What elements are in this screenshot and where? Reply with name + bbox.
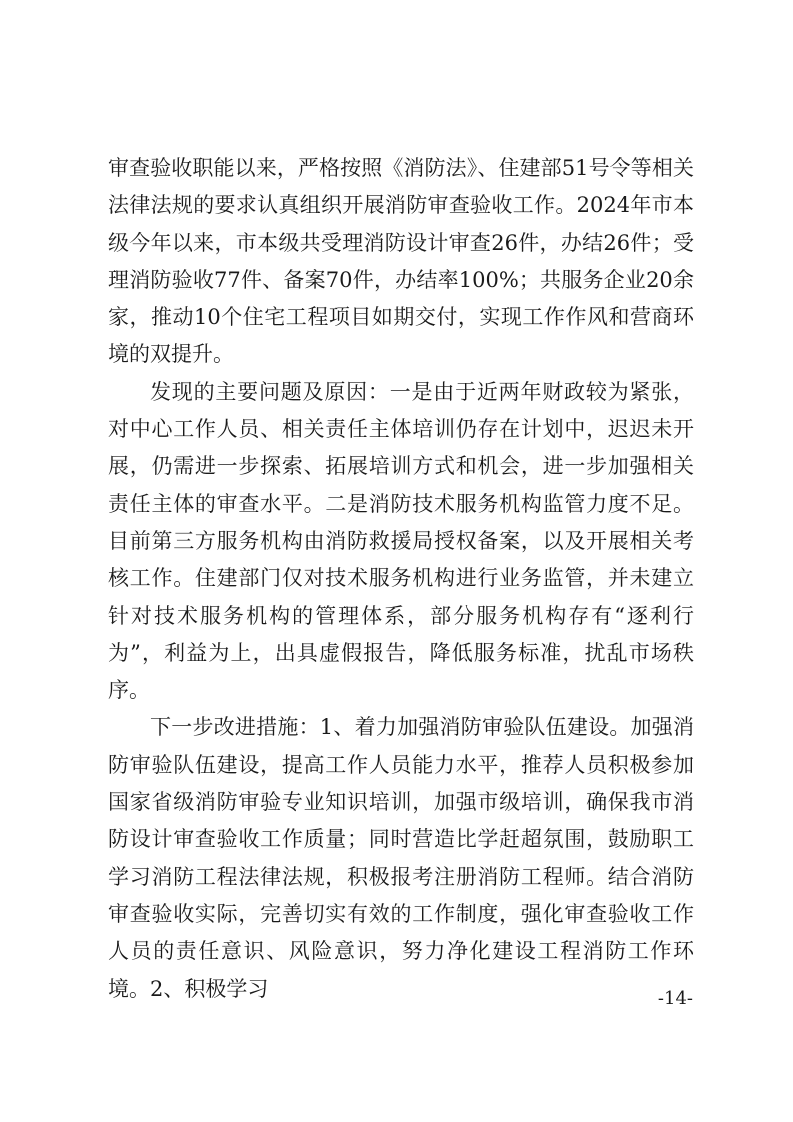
paragraph-improvement-measures: 下一步改进措施：1、着力加强消防审验队伍建设。加强消防审验队伍建设，提高工作人员能力水平，推荐人员积极参加国家省级消防审验专业知识培训，加强市级培训，确保我市消防设计审查验收工作质量；同时营造比学赶超氛围，鼓励职工学习消防工程法律法规，积极报考注册消防工程师。结合消防审查验收实际，完善切实有效的工作制度，强化审查验收工作人员的责任意识、风险意识，努力净化建设工程消防工作环境。2、积极学习 bbox=[108, 715, 694, 1001]
paragraph-work-summary: 审查验收职能以来，严格按照《消防法》、住建部51号令等相关法律法规的要求认真组织开展消防审查验收工作。2024年市本级今年以来，市本级共受理消防设计审查26件，办结26件；受理消防验收77件、备案70件，办结率100%；共服务企业20余家，推动10个住宅工程项目如期交付，实现工作作风和营商环境的双提升。 bbox=[108, 156, 694, 367]
page-number: -14- bbox=[657, 988, 693, 1009]
paragraph-problems-and-causes: 发现的主要问题及原因：一是由于近两年财政较为紧张，对中心工作人员、相关责任主体培训仍存在计划中，迟迟未开展，仍需进一步探索、拓展培训方式和机会，进一步加强相关责任主体的审查水平。二是消防技术服务机构监管力度不足。目前第三方服务机构由消防救援局授权备案，以及开展相关考核工作。住建部门仅对技术服务机构进行业务监管，并未建立针对技术服务机构的管理体系，部分服务机构存有“逐利行为”，利益为上，出具虚假报告，降低服务标准，扰乱市场秩序。 bbox=[108, 379, 694, 703]
document-body bbox=[108, 150, 694, 1008]
